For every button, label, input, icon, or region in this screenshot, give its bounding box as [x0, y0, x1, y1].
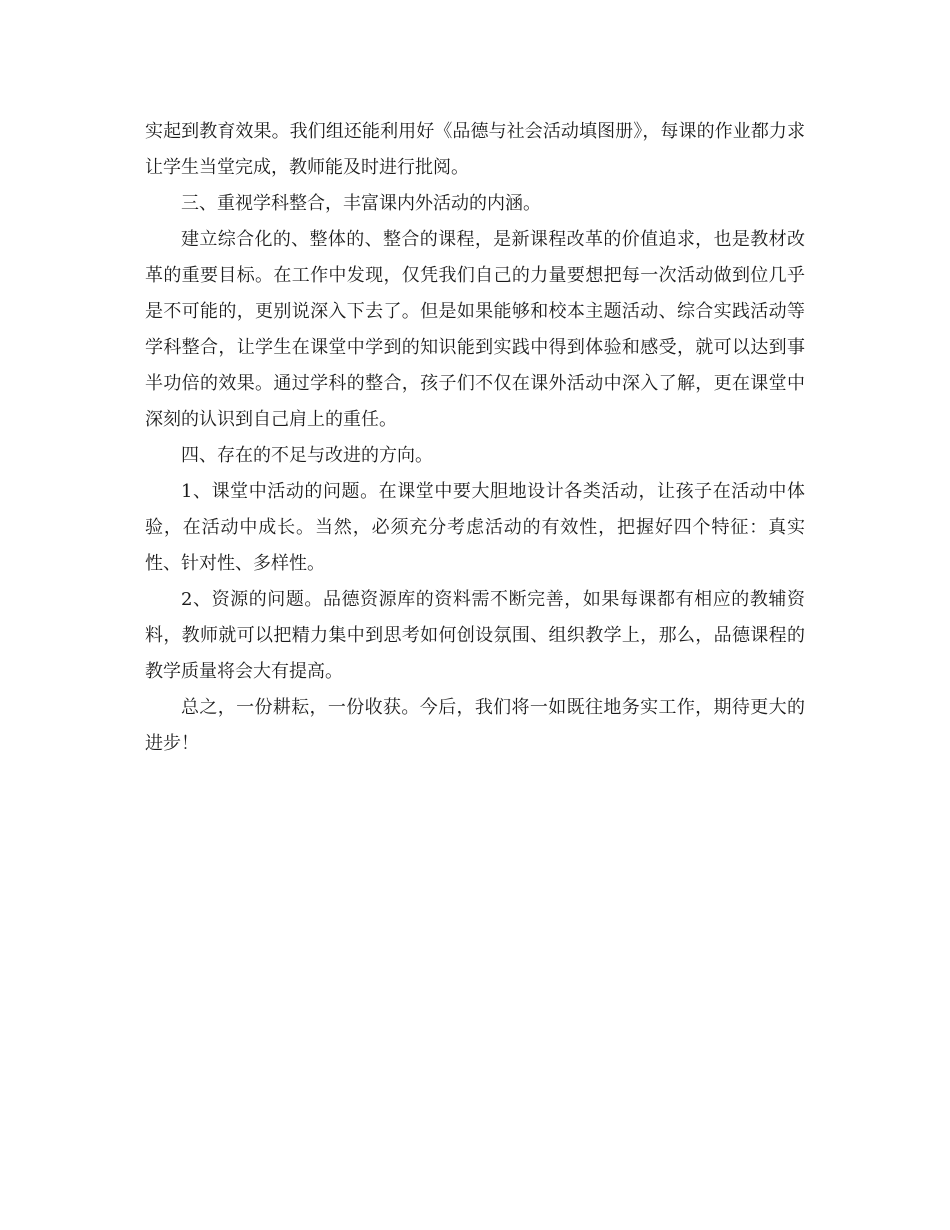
- paragraph-integration: 建立综合化的、整体的、整合的课程，是新课程改革的价值追求，也是教材改革的重要目标。在工作中发现，仅凭我们自己的力量要想把每一次活动做到位几乎是不可能的，更别说深入下去了。但是如果能够和校本主题活动、综合实践活动等学科整合，让学生在课堂中学到的知识能到实践中得到体验和感受，就可以达到事半功倍的效果。通过学科的整合，孩子们不仅在课外活动中深入了解，更在课堂中深刻的认识到自己肩上的重任。: [145, 229, 805, 430]
- section-heading-3: 三、重视学科整合，丰富课内外活动的内涵。: [181, 193, 541, 214]
- paragraph-item-1: 1、课堂中活动的问题。在课堂中要大胆地设计各类活动，让孩子在活动中体验，在活动中成长。当然，必须充分考虑活动的有效性，把握好四个特征：真实性、针对性、多样性。: [145, 481, 805, 574]
- paragraph-continuation: 实起到教育效果。我们组还能利用好《品德与社会活动填图册》，每课的作业都力求让学生当堂完成，教师能及时进行批阅。: [145, 121, 805, 178]
- section-heading-4: 四、存在的不足与改进的方向。: [181, 445, 433, 466]
- paragraph-conclusion: 总之，一份耕耘，一份收获。今后，我们将一如既往地务实工作，期待更大的进步！: [145, 697, 805, 754]
- paragraph-item-2: 2、资源的问题。品德资源库的资料需不断完善，如果每课都有相应的教辅资料，教师就可以把精力集中到思考如何创设氛围、组织教学上，那么，品德课程的教学质量将会大有提高。: [145, 589, 805, 682]
- document-body: [145, 114, 805, 762]
